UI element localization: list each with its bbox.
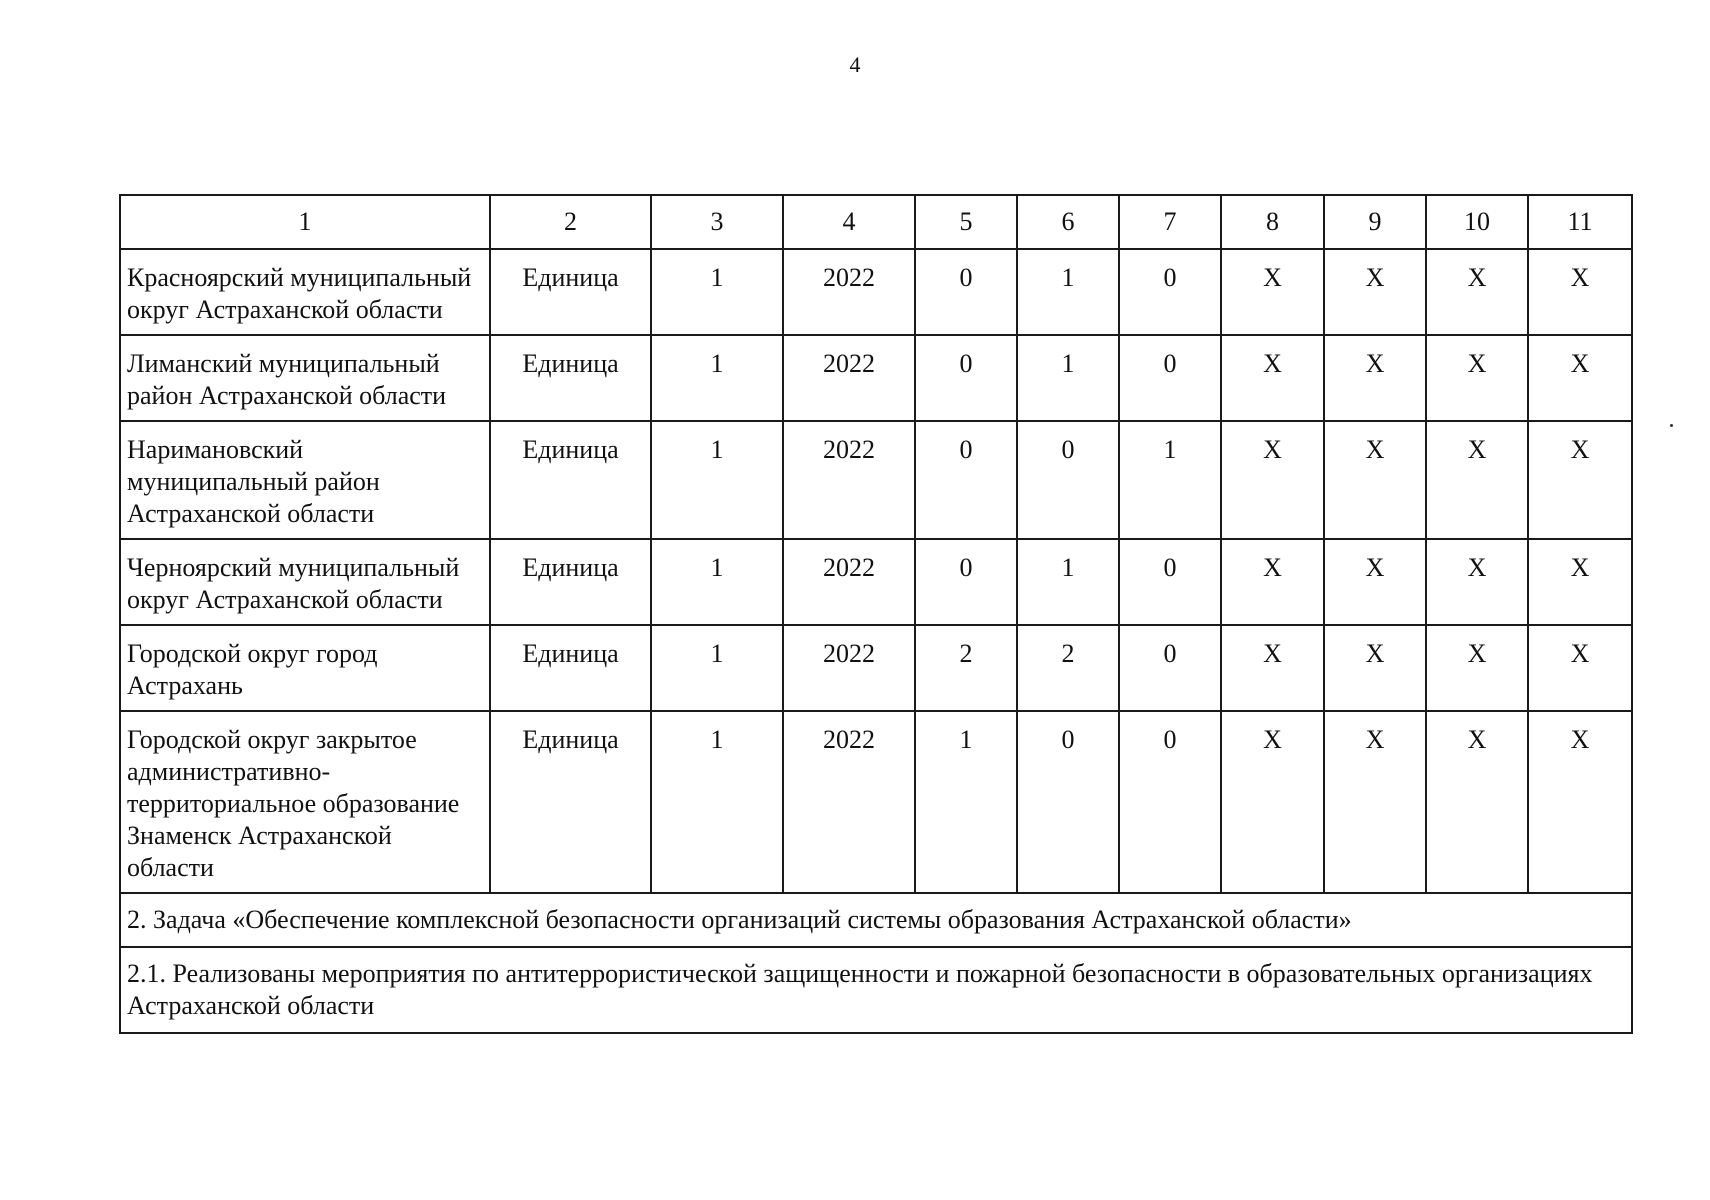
column-number-cell: 7 bbox=[1119, 195, 1221, 249]
scan-speck bbox=[1670, 424, 1673, 427]
value-cell: X bbox=[1221, 711, 1324, 893]
value-cell: 2022 bbox=[783, 421, 915, 539]
column-number-cell: 10 bbox=[1426, 195, 1528, 249]
value-cell: 1 bbox=[651, 539, 783, 625]
page-number: 4 bbox=[849, 52, 861, 77]
section-heading-cell: 2.1. Реализованы мероприятия по антитеррористической защищенности и пожарной безопасности в образовательных организациях Астраханской области bbox=[120, 947, 1632, 1033]
column-number-row bbox=[120, 195, 1632, 249]
value-cell: 1 bbox=[651, 335, 783, 421]
value-cell: X bbox=[1528, 421, 1632, 539]
value-cell: 0 bbox=[1119, 711, 1221, 893]
value-cell: X bbox=[1528, 335, 1632, 421]
value-cell: 0 bbox=[1119, 335, 1221, 421]
table-row bbox=[120, 539, 1632, 625]
column-number-cell: 8 bbox=[1221, 195, 1324, 249]
value-cell: 1 bbox=[1119, 421, 1221, 539]
column-number-cell: 5 bbox=[915, 195, 1017, 249]
value-cell: X bbox=[1528, 539, 1632, 625]
table-body bbox=[120, 195, 1632, 1033]
value-cell: 0 bbox=[1119, 625, 1221, 711]
value-cell: 2 bbox=[915, 625, 1017, 711]
value-cell: X bbox=[1324, 249, 1426, 335]
value-cell: X bbox=[1426, 711, 1528, 893]
value-cell: X bbox=[1324, 625, 1426, 711]
value-cell: 0 bbox=[915, 539, 1017, 625]
value-cell: 1 bbox=[1017, 335, 1119, 421]
table-row bbox=[120, 335, 1632, 421]
value-cell: X bbox=[1426, 625, 1528, 711]
value-cell: 0 bbox=[1017, 711, 1119, 893]
value-cell: X bbox=[1426, 249, 1528, 335]
value-cell: 2 bbox=[1017, 625, 1119, 711]
value-cell: 0 bbox=[915, 421, 1017, 539]
indicator-table bbox=[119, 194, 1633, 1034]
value-cell: X bbox=[1528, 711, 1632, 893]
value-cell: X bbox=[1324, 711, 1426, 893]
value-cell: X bbox=[1426, 539, 1528, 625]
value-cell: X bbox=[1426, 335, 1528, 421]
municipality-name-cell: Лиманский муниципальный район Астраханской области bbox=[120, 335, 490, 421]
unit-cell: Единица bbox=[490, 711, 651, 893]
table-row bbox=[120, 421, 1632, 539]
value-cell: 0 bbox=[915, 335, 1017, 421]
column-number-cell: 4 bbox=[783, 195, 915, 249]
column-number-cell: 6 bbox=[1017, 195, 1119, 249]
value-cell: 1 bbox=[651, 249, 783, 335]
column-number-cell: 11 bbox=[1528, 195, 1632, 249]
value-cell: 1 bbox=[651, 711, 783, 893]
table-row bbox=[120, 711, 1632, 893]
value-cell: X bbox=[1528, 625, 1632, 711]
section-row bbox=[120, 893, 1632, 947]
value-cell: 0 bbox=[1017, 421, 1119, 539]
value-cell: 1 bbox=[1017, 249, 1119, 335]
value-cell: 0 bbox=[1119, 249, 1221, 335]
value-cell: 1 bbox=[915, 711, 1017, 893]
value-cell: 0 bbox=[915, 249, 1017, 335]
unit-cell: Единица bbox=[490, 249, 651, 335]
value-cell: 2022 bbox=[783, 335, 915, 421]
unit-cell: Единица bbox=[490, 539, 651, 625]
column-number-cell: 3 bbox=[651, 195, 783, 249]
section-heading-cell: 2. Задача «Обеспечение комплексной безопасности организаций системы образования Астраханской области» bbox=[120, 893, 1632, 947]
column-number-cell: 2 bbox=[490, 195, 651, 249]
municipality-name-cell: Красноярский муниципальный округ Астраханской области bbox=[120, 249, 490, 335]
value-cell: X bbox=[1528, 249, 1632, 335]
value-cell: X bbox=[1324, 421, 1426, 539]
value-cell: X bbox=[1221, 249, 1324, 335]
table-row bbox=[120, 249, 1632, 335]
municipality-name-cell: Городской округ закрытое административно-территориальное образование Знаменск Астраханской области bbox=[120, 711, 490, 893]
unit-cell: Единица bbox=[490, 625, 651, 711]
value-cell: 1 bbox=[1017, 539, 1119, 625]
value-cell: X bbox=[1324, 335, 1426, 421]
table-row bbox=[120, 625, 1632, 711]
section-row bbox=[120, 947, 1632, 1033]
column-number-cell: 9 bbox=[1324, 195, 1426, 249]
value-cell: 1 bbox=[651, 625, 783, 711]
unit-cell: Единица bbox=[490, 421, 651, 539]
municipality-name-cell: Наримановский муниципальный район Астраханской области bbox=[120, 421, 490, 539]
value-cell: X bbox=[1426, 421, 1528, 539]
value-cell: X bbox=[1221, 335, 1324, 421]
value-cell: X bbox=[1221, 421, 1324, 539]
value-cell: 1 bbox=[651, 421, 783, 539]
municipality-name-cell: Черноярский муниципальный округ Астраханской области bbox=[120, 539, 490, 625]
value-cell: X bbox=[1221, 539, 1324, 625]
municipality-name-cell: Городской округ город Астрахань bbox=[120, 625, 490, 711]
value-cell: 2022 bbox=[783, 625, 915, 711]
value-cell: X bbox=[1324, 539, 1426, 625]
value-cell: 2022 bbox=[783, 249, 915, 335]
value-cell: 0 bbox=[1119, 539, 1221, 625]
value-cell: 2022 bbox=[783, 539, 915, 625]
value-cell: X bbox=[1221, 625, 1324, 711]
unit-cell: Единица bbox=[490, 335, 651, 421]
column-number-cell: 1 bbox=[120, 195, 490, 249]
value-cell: 2022 bbox=[783, 711, 915, 893]
